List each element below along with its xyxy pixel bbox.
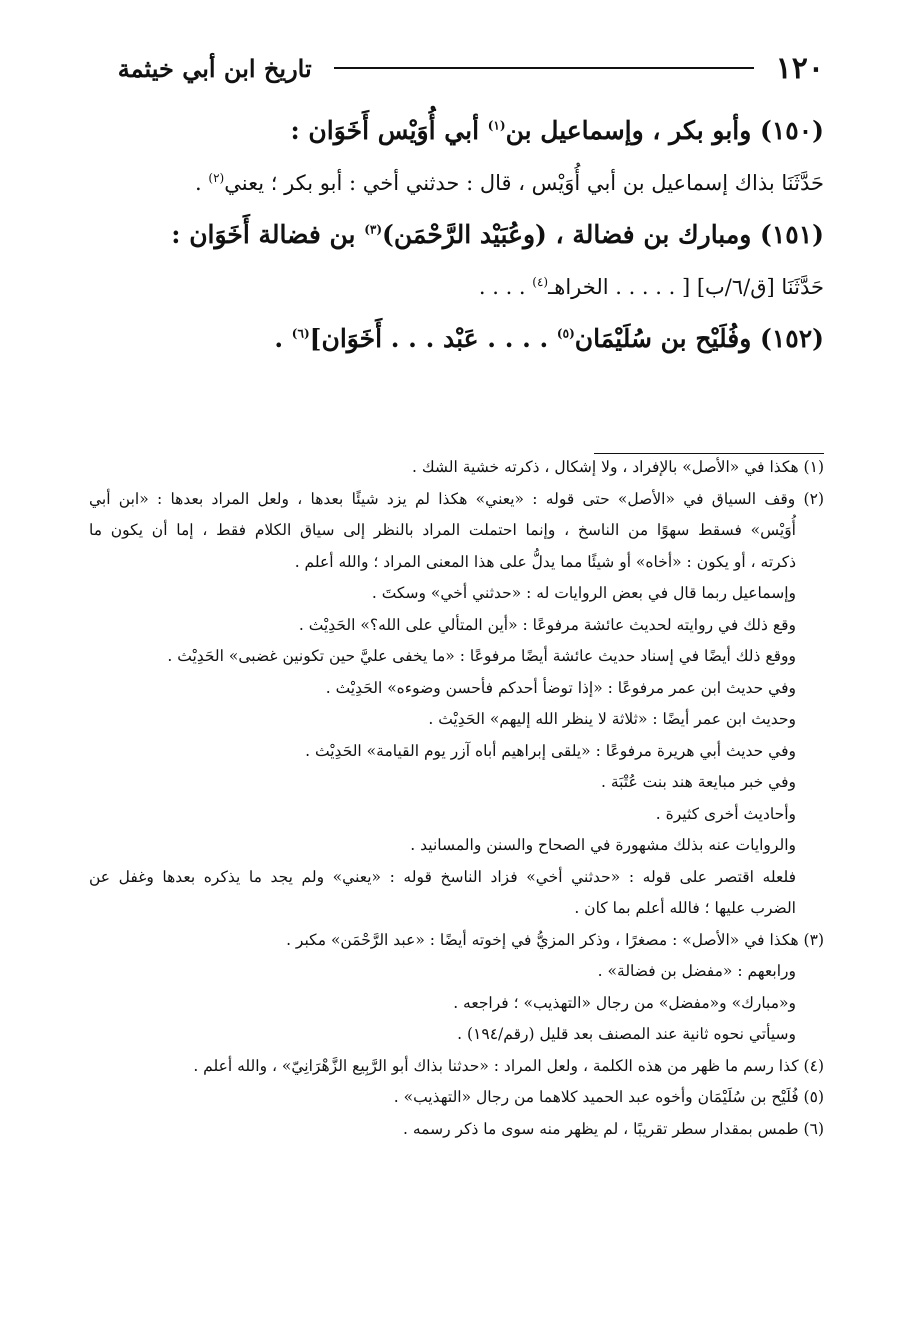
- footnote-line: (٤) كذا رسم ما ظهر من هذه الكلمة ، ولعل المراد : «حدثنا بذاك أبو الرَّبِيع الزَّهْرَانِيّ» ، والله أعلم .: [193, 1056, 824, 1075]
- footnote-line: و«مبارك» و«مفضل» من رجال «التهذيب» ؛ فراجعه .: [453, 993, 796, 1012]
- page-header: [94, 48, 824, 88]
- footnote-line: وأحاديث أخرى كثيرة .: [655, 804, 796, 823]
- footnote-line: ذكرته ، أو يكون : «أخاه» أو شيئًا مما يدلُّ على هذا المعنى المراد ؛ والله أعلم .: [294, 552, 796, 571]
- footnote-line: ورابعهم : «مفضل بن فضالة» .: [597, 962, 796, 980]
- header-rule: [334, 67, 754, 69]
- footnote-line: وسيأتي نحوه ثانية عند المصنف بعد قليل (رقم/١٩٤) .: [457, 1025, 796, 1043]
- footnote-line: وفي حديث أبي هريرة مرفوعًا : «يلقى إبراهيم أباه آزر يوم القيامة» الحَدِيْث .: [305, 741, 796, 760]
- footnote-line: وفي خبر مبايعة هند بنت عُتْبَة .: [600, 773, 796, 791]
- footnote-ref: (٤): [532, 275, 549, 289]
- footnote-ref: (٣): [364, 222, 383, 237]
- footnote-line: (٦) طمس بمقدار سطر تقريبًا ، لم يظهر منه سوى ما ذكر رسمه .: [403, 1119, 824, 1138]
- page-number: ١٢٠: [775, 50, 824, 86]
- footnote-line: (٥) فُلَيْح بن سُلَيْمَان وأخوه عبد الحميد كلاهما من رجال «التهذيب» .: [393, 1088, 824, 1106]
- footnote-line: (٣) هكذا في «الأصل» : مصغرًا ، وذكر المزيُّ في إخوته أيضًا : «عبد الرَّحْمَن» مكبر .: [286, 930, 824, 949]
- footnote-line: وقع ذلك في روايته لحديث عائشة مرفوعًا : «أين المتألي على الله؟» الحَدِيْث .: [298, 615, 796, 634]
- footnote-ref: (٢): [208, 171, 225, 185]
- entry-151-heading: (١٥١) ومبارك بن فضالة ، (وعُبَيْد الرَّحْمَن)$^{(٣)}$ بن فضالة أَخَوَان :: [171, 220, 824, 249]
- entry-150-body: حَدَّثَنَا بذاك إسماعيل بن أبي أُوَيْس ، قال : حدثني أخي : أبو بكر ؛ يعني$^{(٢)}$ .: [195, 171, 824, 195]
- footnote-line: ووقع ذلك أيضًا في إسناد حديث عائشة أيضًا مرفوعًا : «ما يخفى عليَّ حين تكونين غضبى» الحَدِيْث .: [167, 647, 796, 665]
- footnote-ref: (٥): [556, 326, 575, 341]
- main-text: [94, 105, 824, 365]
- footnote-ref: (١): [487, 118, 506, 133]
- footnote-line: (٢) وقف السياق في «الأصل» حتى قوله : «يعني» هكذا لم يزد شيئًا بعدها ، ولعل المراد بعدها : «ابن أبي: [89, 489, 824, 508]
- footnote-line: وإسماعيل ربما قال في بعض الروايات له : «حدثني أخي» وسكتَ .: [371, 584, 796, 602]
- footnote-line: (١) هكذا في «الأصل» بالإفراد ، ولا إشكال ، ذكرته خشية الشك .: [412, 458, 824, 476]
- entry-151-body: حَدَّثَنَا [ق/٦/ب] [ . . . . . الخراهـ$^{(٤)}$ . . . .: [478, 275, 824, 299]
- footnote-line: والروايات عنه بذلك مشهورة في الصحاح والسنن والمسانيد .: [410, 836, 796, 854]
- entry-150-heading: (١٥٠) وأبو بكر ، وإسماعيل بن$^{(١)}$ أبي أُوَيْس أَخَوَان :: [290, 116, 824, 145]
- footnote-line: وحديث ابن عمر أيضًا : «ثلاثة لا ينظر الله إليهم» الحَدِيْث .: [428, 710, 796, 728]
- footnote-line: وفي حديث ابن عمر مرفوعًا : «إذا توضأ أحدكم فأحسن وضوءه» الحَدِيْث .: [325, 678, 796, 697]
- footnote-line: الضرب عليها ؛ فالله أعلم بما كان .: [574, 899, 796, 917]
- book-title: تاريخ ابن أبي خيثمة: [117, 53, 312, 83]
- footnote-ref: (٦): [291, 326, 310, 341]
- footnote-line: فلعله اقتصر على قوله : «حدثني أخي» فزاد الناسخ قوله : «يعني» ولم يجد ما يذكره بعدها وغفل عن: [89, 867, 796, 886]
- entry-152-heading: (١٥٢) وفُلَيْح بن سُلَيْمَان$^{(٥)}$ . . . . عَبْد . . . أَخَوَان]$^{(٦)}$ .: [274, 324, 824, 353]
- footnotes: [89, 452, 824, 1145]
- footnote-line: أُوَيْس» فسقط سهوًا من الناسخ ، وإنما احتملت المراد بالنظر إلى سياق الكلام فقط ، إما أن يكون ما: [89, 521, 796, 539]
